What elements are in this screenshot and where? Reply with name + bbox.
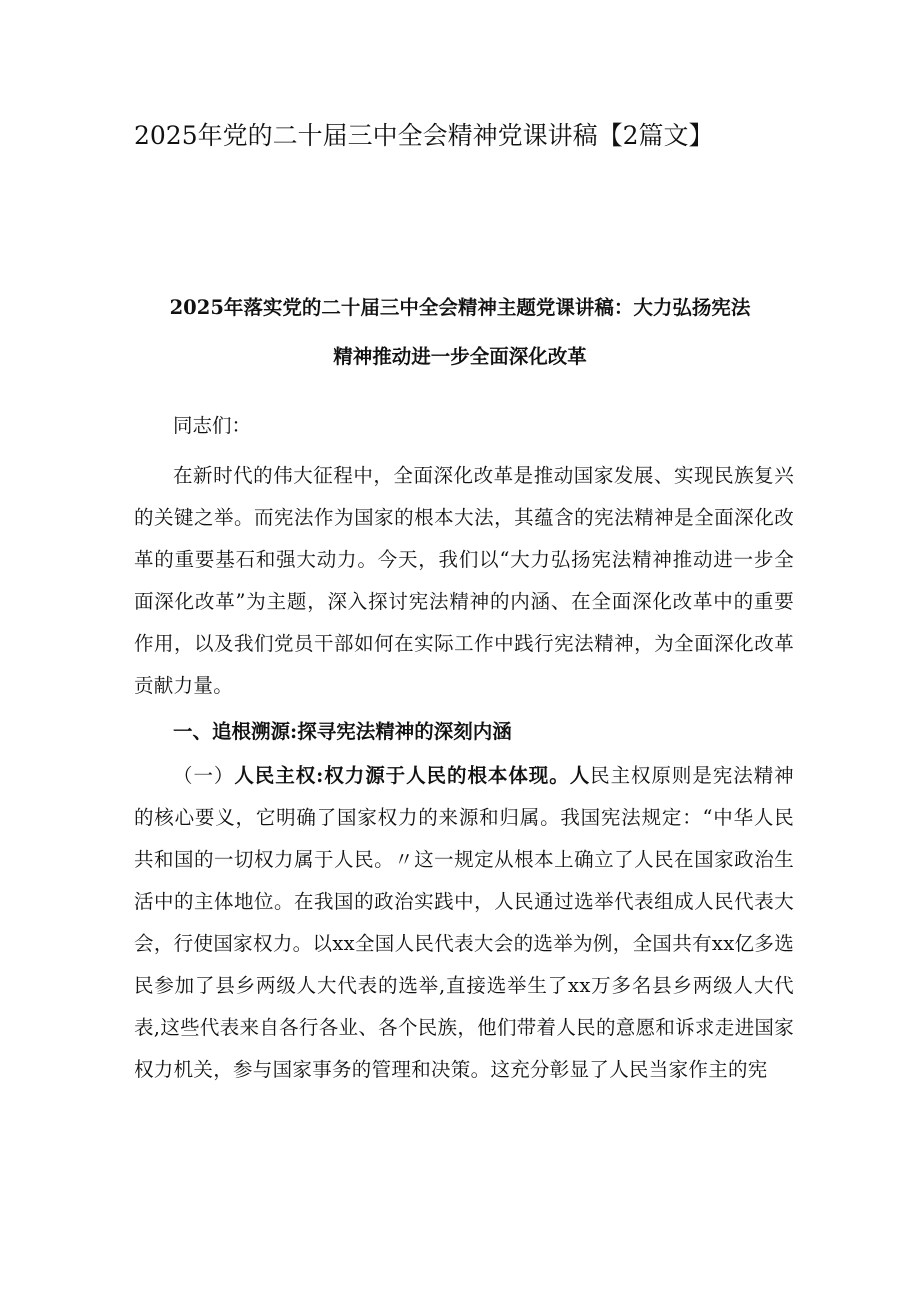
- article-body: [134, 405, 794, 1091]
- greeting: 同志们：: [173, 414, 252, 437]
- article-title: [110, 283, 810, 381]
- article-title-line-1: 2025年落实党的二十届三中全会精神主题党课讲稿：大力弘扬宪法: [169, 296, 751, 319]
- intro-paragraph: 在新时代的伟大征程中，全面深化改革是推动国家发展、实现民族复兴的关键之举。而宪法作为国家的根本大法，其蕴含的宪法精神是全面深化改革的重要基石和强大动力。今天，我们以“大力弘扬宪法精神推动进一步全面深化改革”为主题，深入探讨宪法精神的内涵、在全面深化改革中的重要作用，以及我们党员干部如何在实际工作中践行宪法精神，为全面深化改革贡献力量。: [134, 464, 794, 697]
- subsection-1-paragraph: [134, 755, 794, 1091]
- document-title: 2025年党的二十届三中全会精神党课讲稿【2篇文】: [134, 121, 714, 150]
- subsection-1-label: （一）: [173, 764, 235, 787]
- subsection-1-body: 民主权原则是宪法精神的核心要义，它明确了国家权力的来源和归属。我国宪法规定：“中华人民共和国的一切权力属于人民。〃这一规定从根本上确立了人民在国家政治生活中的主体地位。在我国的政治实践中，人民通过选举代表组成人民代表大会，行使国家权力。以xx全国人民代表大会的选举为例，全国共有xx亿多选民参加了县乡两级人大代表的选举,直接选举生了xx万多名县乡两级人大代表,这些代表来自各行各业、各个民族，他们带着人民的意愿和诉求走进国家权力机关，参与国家事务的管理和决策。这充分彰显了人民当家作主的宪: [134, 764, 794, 1081]
- article-title-line-2: 精神推动进一步全面深化改革: [333, 345, 587, 368]
- subsection-1-heading: 人民主权:权力源于人民的根本体现。人: [234, 764, 591, 787]
- section-1-heading: 一、追根溯源:探寻宪法精神的深刻内涵: [173, 720, 512, 743]
